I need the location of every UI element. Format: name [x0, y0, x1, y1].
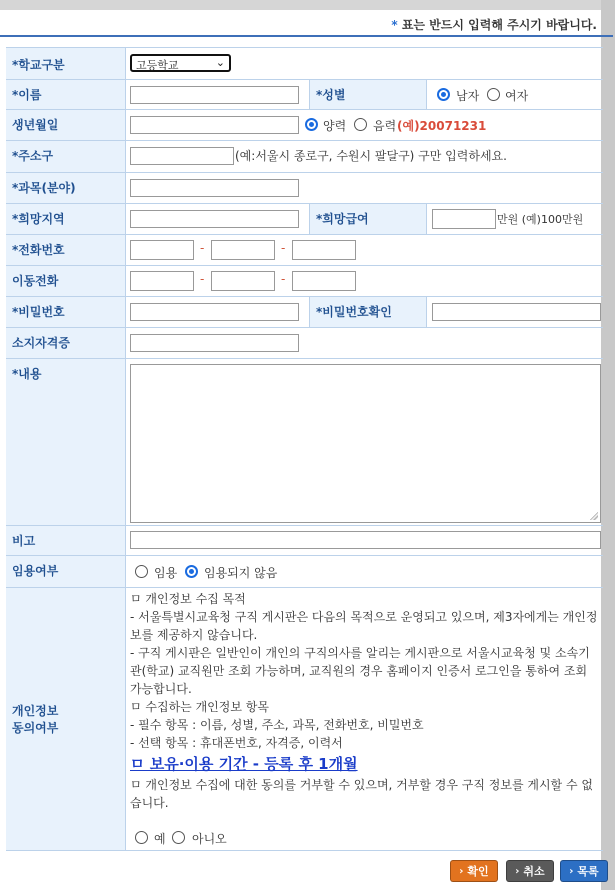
password-input[interactable]	[130, 303, 299, 321]
list-button-label: 목록	[577, 865, 599, 878]
privacy-no-label: 아니오	[192, 832, 227, 846]
privacy-text	[130, 590, 600, 812]
chevron-down-icon: ⌄	[215, 56, 225, 69]
confirm-button[interactable]	[450, 860, 498, 882]
privacy-line: - 서울특별시교육청 구직 게시판은 다음의 목적으로 운영되고 있으며, 제3자에게는 개인정보를 제공하지 않습니다.	[130, 610, 598, 642]
row-name	[6, 80, 603, 110]
birth-solar-label: 양력	[323, 119, 347, 133]
employed-no-label: 임용되지 않음	[204, 566, 278, 580]
employed-yes-radio[interactable]	[135, 565, 148, 578]
row-privacy	[6, 588, 603, 851]
label-address: *주소구	[6, 141, 126, 172]
row-subject	[6, 173, 603, 204]
label-license: 소지자격증	[6, 328, 126, 358]
label-subject: *과목(분야)	[6, 173, 126, 203]
label-password-confirm: *비밀번호확인	[309, 297, 427, 327]
cancel-button[interactable]	[506, 860, 554, 882]
privacy-retention: ㅁ 보유·이용 기간 - 등록 후 1개월	[130, 755, 358, 773]
privacy-line: ㅁ 수집하는 개인정보 항목	[130, 700, 269, 714]
phone-input-3[interactable]	[292, 240, 356, 260]
label-region: *희망지역	[6, 204, 126, 234]
label-birth: 생년월일	[6, 110, 126, 140]
content-textarea[interactable]	[130, 364, 601, 523]
header-divider	[0, 35, 613, 37]
address-hint: (예:서울시 종로구, 수원시 팔달구) 구만 입력하세요.	[235, 149, 507, 163]
resize-handle-icon[interactable]	[590, 512, 598, 520]
registration-form	[6, 47, 603, 851]
privacy-no-radio[interactable]	[172, 831, 185, 844]
address-input[interactable]	[130, 147, 234, 165]
name-input[interactable]	[130, 86, 299, 104]
required-note	[391, 16, 597, 33]
row-employed	[6, 556, 603, 588]
top-strip	[0, 0, 601, 10]
birth-lunar-radio[interactable]	[354, 118, 367, 131]
row-phone	[6, 235, 603, 266]
gender-female-label: 여자	[505, 89, 529, 103]
row-content	[6, 359, 603, 526]
chevron-right-icon: ›	[515, 865, 520, 877]
privacy-yes-label: 예	[154, 832, 166, 846]
phone-input-1[interactable]	[130, 240, 194, 260]
mobile-input-1[interactable]	[130, 271, 194, 291]
row-address	[6, 141, 603, 173]
label-gender: *성별	[309, 80, 427, 109]
gender-male-label: 남자	[456, 89, 480, 103]
gender-female-radio[interactable]	[487, 88, 500, 101]
cancel-button-label: 취소	[523, 865, 545, 878]
label-salary: *희망급여	[309, 204, 427, 234]
phone-sep-2: -	[281, 241, 286, 255]
remarks-input[interactable]	[130, 531, 601, 549]
label-phone: *전화번호	[6, 235, 126, 265]
privacy-refusal: ㅁ 개인정보 수집에 대한 동의를 거부할 수 있으며, 거부할 경우 구직 정보를 게시할 수 없습니다.	[130, 778, 593, 810]
row-remarks	[6, 526, 603, 556]
row-license	[6, 328, 603, 359]
label-remarks: 비고	[6, 526, 126, 555]
row-region	[6, 204, 603, 235]
chevron-right-icon: ›	[569, 865, 574, 877]
required-note-text: 표는 반드시 입력해 주시기 바랍니다.	[401, 18, 597, 32]
row-mobile	[6, 266, 603, 297]
label-privacy-line1: 개인정보	[12, 704, 59, 718]
privacy-line: ㅁ 개인정보 수집 목적	[130, 592, 246, 606]
label-privacy	[6, 588, 126, 850]
confirm-button-label: 확인	[467, 865, 489, 878]
privacy-line: - 선택 항목 : 휴대폰번호, 자격증, 이력서	[130, 736, 343, 750]
mobile-input-2[interactable]	[211, 271, 275, 291]
label-mobile: 이동전화	[6, 266, 126, 296]
birth-lunar-label: 음력	[373, 119, 397, 133]
privacy-line: - 구직 게시판은 일반인이 개인의 구직의사를 알리는 게시판으로 서울시교육청 및 소속기관(학교) 교직원만 조회 가능하며, 교직원의 경우 홈페이지 인증서 로그인을 통하여 조회 가능합니다.	[130, 646, 590, 696]
label-name: *이름	[6, 80, 126, 109]
list-button[interactable]	[560, 860, 608, 882]
label-employed: 임용여부	[6, 556, 126, 587]
label-privacy-line2: 동의여부	[12, 721, 59, 735]
mobile-sep-2: -	[281, 272, 286, 286]
region-input[interactable]	[130, 210, 299, 228]
label-content: *내용	[6, 359, 126, 525]
salary-input[interactable]	[432, 209, 496, 229]
birth-solar-radio[interactable]	[305, 118, 318, 131]
required-mark: *	[391, 18, 398, 32]
school-type-select[interactable]	[130, 54, 231, 72]
label-password: *비밀번호	[6, 297, 126, 327]
privacy-yes-radio[interactable]	[135, 831, 148, 844]
password-confirm-input[interactable]	[432, 303, 601, 321]
privacy-line: - 필수 항목 : 이름, 성별, 주소, 과목, 전화번호, 비밀번호	[130, 718, 424, 732]
gender-male-radio[interactable]	[437, 88, 450, 101]
employed-no-radio[interactable]	[185, 565, 198, 578]
label-school-type: *학교구분	[6, 48, 126, 79]
phone-input-2[interactable]	[211, 240, 275, 260]
license-input[interactable]	[130, 334, 299, 352]
school-type-value: 고등학교	[136, 59, 179, 72]
chevron-right-icon: ›	[459, 865, 464, 877]
birth-input[interactable]	[130, 116, 299, 134]
mobile-sep-1: -	[200, 272, 205, 286]
phone-sep-1: -	[200, 241, 205, 255]
mobile-input-3[interactable]	[292, 271, 356, 291]
row-password	[6, 297, 603, 328]
birth-example: (예)20071231	[397, 119, 487, 133]
row-birth	[6, 110, 603, 141]
subject-input[interactable]	[130, 179, 299, 197]
row-school-type	[6, 48, 603, 80]
salary-hint: 만원 (예)100만원	[497, 213, 584, 226]
employed-yes-label: 임용	[154, 566, 178, 580]
